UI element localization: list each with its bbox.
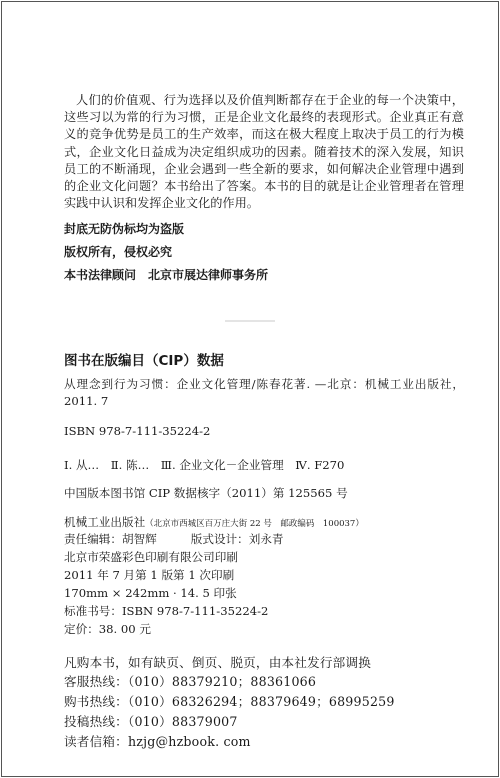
price-line: 定价：38. 00 元 [64,622,151,636]
editor-line [64,531,284,547]
cip-entry: 从理念到行为习惯：企业文化管理/陈春花著. —北京：机械工业出版社，2011. 7 [64,377,464,408]
publisher-address: （北京市西城区百万庄大街 22 号 邮政编码 100037） [145,519,364,529]
edition-line: 2011 年 7 月第 1 版第 1 次印刷 [64,568,235,582]
anti-counterfeit-notice: 封底无防伪标均为盗版 [64,222,185,236]
intro-paragraph: 人们的价值观、行为选择以及价值判断都存在于企业的每一个决策中，这些习以为常的行为习惯，正是企业文化最终的表现形式。企业真正有意义的竞争优势是员工的生产效率，而这在极大程度上取决于员工的行为模式，企业文化日益成为决定组织成功的因素。随着技术的深入发展，知识员工的不断涌现，企业会遇到一些全新的要求，如何解决企业管理中遇到的企业文化问题？本书给出了答案。本书的目的就是让企业管理者在管理实践中认识和发挥企业文化的作用。 [64,93,464,211]
responsible-editor: 责任编辑：胡智辉 [64,532,157,546]
publisher-name: 机械工业出版社 [64,515,146,529]
order-hotline: 购书热线：（010）68326294；88379649；68995259 [64,694,395,709]
standard-number-line: 标准书号：ISBN 978-7-111-35224-2 [64,604,269,618]
cip-title: 图书在版编目（CIP）数据 [64,353,224,369]
submission-hotline: 投稿热线：（010）88379007 [64,714,238,729]
printer-line: 北京市荣盛彩色印刷有限公司印刷 [64,550,238,564]
rights-notice: 版权所有，侵权必究 [64,245,173,259]
layout-designer: 版式设计：刘永青 [190,532,284,546]
format-line: 170mm × 242mm · 14. 5 印张 [64,586,237,600]
cip-isbn: ISBN 978-7-111-35224-2 [64,424,211,438]
service-hotline: 客服热线：（010）88379210；88361066 [64,674,317,689]
reader-email: 读者信箱：hzjg@hzbook. com [64,734,251,749]
purchase-note: 凡购本书，如有缺页、倒页、脱页，由本社发行部调换 [64,655,372,670]
faint-mark [225,320,275,322]
cip-verification: 中国版本图书馆 CIP 数据核字（2011）第 125565 号 [64,486,348,500]
publisher-line [64,514,364,530]
cip-classification: Ⅰ. 从… Ⅱ. 陈… Ⅲ. 企业文化－企业管理 Ⅳ. F270 [64,458,345,472]
legal-counsel-notice: 本书法律顾问 北京市展达律师事务所 [64,268,269,282]
